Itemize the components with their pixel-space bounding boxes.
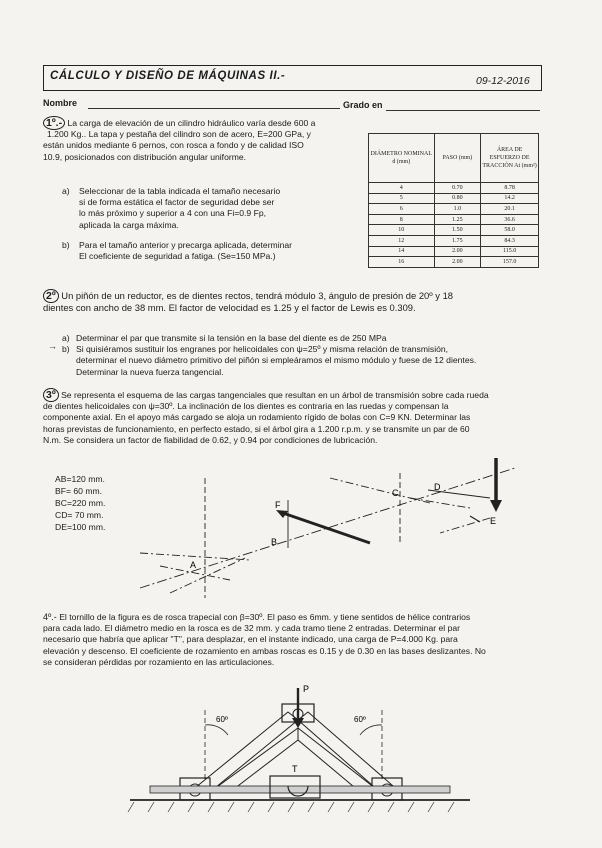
table-row: 4 0.70 8.78 bbox=[369, 183, 539, 194]
shaft-diagram bbox=[130, 448, 530, 600]
bolt-table-wrap bbox=[368, 133, 539, 268]
problem2-statement: 2º Un piñón de un reductor, es de dientes rectos, tendrá módulo 3, ángulo de presión de 20º y 18 dientes con ancho de 38 mm. El factor de velocidad es 1.25 y el factor de Lewis es 0.309. bbox=[43, 290, 454, 314]
torque-t-label: T bbox=[292, 764, 298, 774]
arrow-mark-icon: → bbox=[48, 341, 57, 351]
grade-line bbox=[386, 110, 540, 111]
table-header-row bbox=[369, 134, 539, 183]
angle-arc-right bbox=[360, 725, 382, 735]
table-header: PASO (mm) bbox=[434, 134, 481, 183]
point-d-label: D bbox=[434, 482, 441, 492]
grade-label: Grado en bbox=[343, 100, 383, 110]
table-row: 10 1.50 58.0 bbox=[369, 225, 539, 236]
exam-title: CÁLCULO Y DISEÑO DE MÁQUINAS II.- bbox=[50, 70, 286, 82]
force-p-label: P bbox=[303, 684, 310, 694]
point-b-label: B bbox=[271, 537, 278, 547]
table-header: DIÁMETRO NOMINAL d (mm) bbox=[369, 134, 435, 183]
angle-left-label: 60º bbox=[216, 715, 228, 724]
problem1-part-b: b) Para el tamaño anterior y precarga aplicada, determinar El coeficiente de seguridad a fatiga. (Se=150 MPa.) bbox=[62, 240, 293, 262]
name-line bbox=[88, 108, 340, 109]
table-row: 6 1.0 20.1 bbox=[369, 204, 539, 215]
link-right-outer bbox=[298, 712, 400, 792]
angle-arc-left bbox=[205, 725, 228, 735]
table-row: 12 1.75 84.3 bbox=[369, 235, 539, 246]
point-e-label: E bbox=[490, 516, 497, 526]
link-right-inner bbox=[298, 728, 380, 792]
force-e-arrowhead bbox=[490, 500, 502, 512]
screw-jack-diagram bbox=[120, 680, 480, 846]
problem3-dimensions: AB=120 mm. BF= 60 mm. BC=220 mm. CD= 70 mm. DE=100 mm. bbox=[55, 474, 106, 532]
problem1-statement: 1º.- La carga de elevación de un cilindro hidráulico varía desde 600 a 1.200 Kg.. La tapa y pestaña del cilindro son de acero, E=200 GPa, y están unidos mediante 6 pernos, con rosca a fondo y de calidad ISO 10.9, posicionados con distribución angular uniforme. bbox=[43, 117, 316, 162]
angle-right-label: 60º bbox=[354, 715, 366, 724]
problem4-number: 4º.- bbox=[43, 612, 57, 622]
bolt-table bbox=[368, 133, 539, 268]
construction-line-6 bbox=[440, 518, 490, 533]
problem2-parts: a) Determinar el par que transmite si la tensión en la base del diente es de 250 MPa b) Si quisiéramos sustituir los engranes por helicoidales con ψ=25º y misma relación de transmisión, determinar el nuevo diámetro primitivo del piñón si empleáramos el mismo módulo y fuese de 12 dientes. Determinar la nueva fuerza tangencial. bbox=[62, 333, 477, 377]
point-c-label: C bbox=[392, 488, 399, 498]
problem1-part-a: a) Seleccionar de la tabla indicada el tamaño necesario si de forma estática el factor de seguridad debe ser lo más próximo y superior a 4 con una Fi=0.9 Fp, aplicada la carga máxima. bbox=[62, 186, 281, 230]
table-row: 16 2.00 157.0 bbox=[369, 257, 539, 268]
point-a-label: A bbox=[190, 560, 197, 570]
force-small-arrow bbox=[470, 516, 480, 522]
screw-shaft bbox=[150, 786, 450, 793]
force-f-arrow bbox=[280, 512, 370, 543]
table-row: 5 0.80 14.2 bbox=[369, 193, 539, 204]
construction-line-1 bbox=[140, 553, 250, 560]
construction-line-5 bbox=[410, 498, 470, 508]
point-f-label: F bbox=[275, 500, 281, 510]
table-row: 8 1.25 36.6 bbox=[369, 214, 539, 225]
table-header: ÁREA DE ESFUERZO DE TRACCIÓN At (mm²) bbox=[481, 134, 539, 183]
exam-date: 09-12-2016 bbox=[476, 75, 530, 87]
name-label: Nombre bbox=[43, 98, 78, 108]
problem4-statement: 4º.- El tornillo de la figura es de rosca trapecial con β=30º. El paso es 6mm. y tiene sentidos de hélice contrarios para cada lado. El diámetro medio en la rosca es de 32 mm. y cada tramo tiene 2 entradas. Determinar el par necesario que habría que aplicar "T", para desplazar, en el instante indicado, una carga de P=4.000 Kg. para elevación y descenso. El coeficiente de rozamiento en ambas roscas es 0.15 y de 0.30 en las bases deslizantes. No se consideran pérdidas por rozamiento en las articulaciones. bbox=[43, 612, 486, 667]
problem3-number: 3º bbox=[43, 388, 59, 402]
problem1-number: 1º.- bbox=[43, 116, 65, 130]
problem2-number: 2º bbox=[43, 289, 59, 303]
link-left-inner bbox=[210, 728, 298, 792]
problem3-statement: 3º Se representa el esquema de las cargas tangenciales que resultan en un árbol de transmisión sobre cada rueda de dientes helicoidales con ψ=30º. La inclinación de los dientes es contraria en las ruedas y compensan la componente axial. En el apoyo más cargado se aloja un rodamiento rígido de bolas con C=9 KN. Determinar las horas previstas de funcionamiento, en perfecto estado, si el árbol gira a 1.200 r.p.m. y se transmite un par de 60 N.m. Se considera un factor de fiabilidad de 0.62, y 0.94 por condiciones de lubricación. bbox=[43, 389, 489, 445]
table-row: 14 2.00 115.0 bbox=[369, 246, 539, 257]
